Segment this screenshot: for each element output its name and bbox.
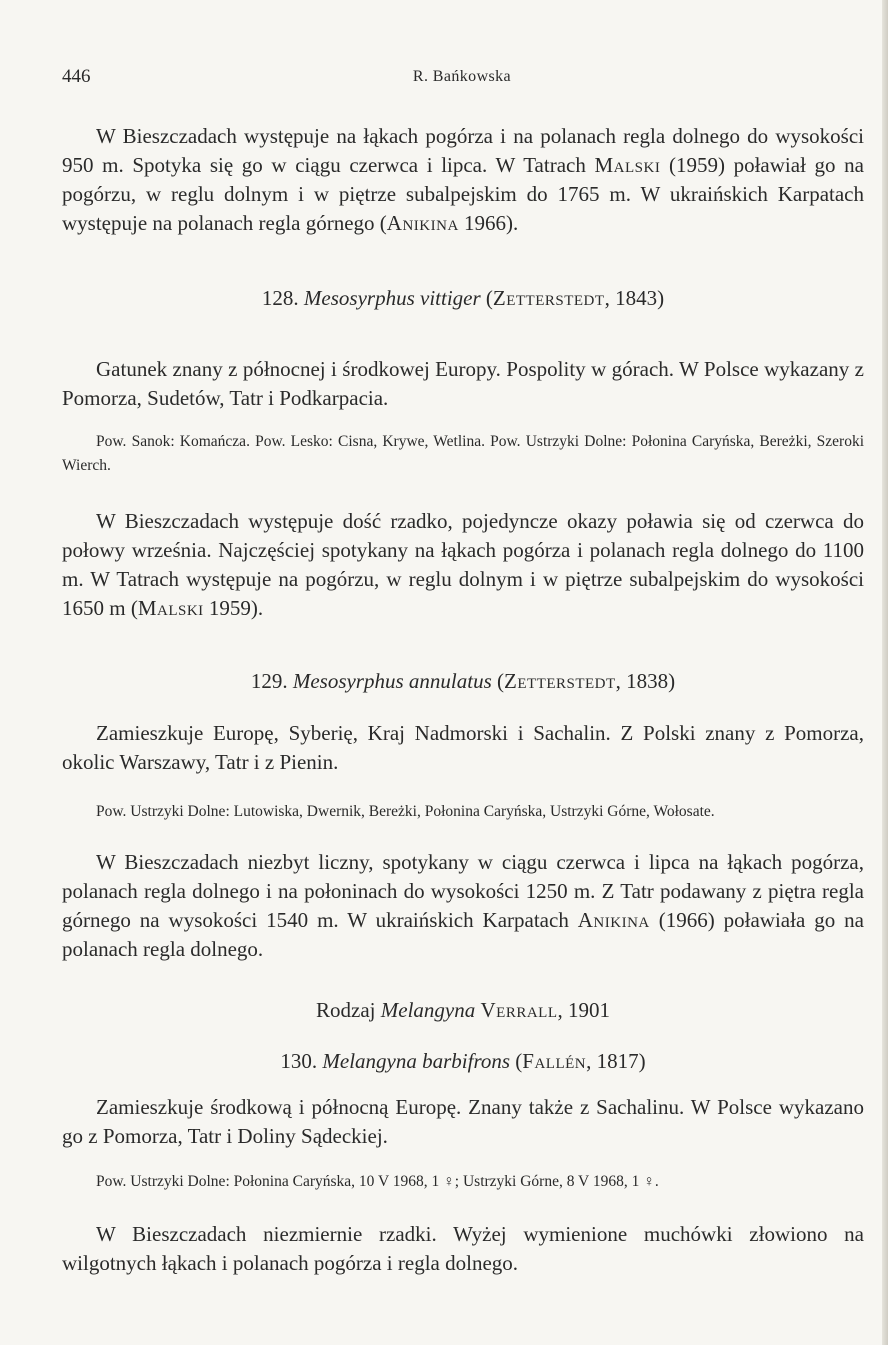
species-year: , 1838)	[615, 669, 676, 693]
species-number: 130.	[280, 1049, 318, 1073]
locality-129	[62, 800, 864, 824]
paragraph-3	[62, 507, 864, 623]
species-name: vittiger	[420, 286, 481, 310]
genus-name: Melangyna	[380, 998, 476, 1022]
species-number: 129.	[250, 669, 288, 693]
species-heading-128	[62, 284, 864, 313]
paragraph-5-text	[62, 848, 864, 964]
genus-author: Verrall	[480, 998, 558, 1022]
paragraph-4	[62, 719, 864, 777]
genus-name: Mesosyrphus	[292, 669, 404, 693]
species-name: annulatus	[408, 669, 492, 693]
paragraph-7-text: W Bieszczadach niezmiernie rzadki. Wyżej wymienione muchówki złowiono na wilgotnych łąkach i polanach pogórza i regla dolnego.	[62, 1222, 864, 1275]
species-author: Zetterstedt	[492, 286, 605, 310]
page-edge-shadow	[882, 0, 888, 1345]
text-segment: W Bieszczadach występuje dość rzadko, pojedyncze okazy poławia się od czerwca do połowy września. Najczęściej spotykany na łąkach pogórza i polanach regla dolnego do 1100 m. W Tatrach występuje na pogórzu, w reglu dolnym i w piętrze subalpejskim do wysokości 1650 m (	[62, 509, 864, 620]
paragraph-6-text: Zamieszkuje środkową i północną Europę. Znany także z Sachalinu. W Polsce wykazano go z Pomorza, Tatr i Doliny Sądeckiej.	[62, 1095, 864, 1148]
species-author: Fallén	[522, 1049, 587, 1073]
genus-name: Mesosyrphus	[303, 286, 415, 310]
paren-open: (	[485, 286, 493, 310]
locality-128-text: Pow. Sanok: Komańcza. Pow. Lesko: Cisna, Krywe, Wetlina. Pow. Ustrzyki Dolne: Połonina Caryńska, Bereżki, Szeroki Wierch.	[62, 433, 864, 474]
genus-name: Melangyna	[322, 1049, 417, 1073]
locality-129-text: Pow. Ustrzyki Dolne: Lutowiska, Dwernik, Bereżki, Połonina Caryńska, Ustrzyki Górne, Wołosate.	[96, 803, 715, 820]
text-segment: W Bieszczadach niezbyt liczny, spotykany w ciągu czerwca i lipca na łąkach pogórza, polanach regla dolnego i na połoninach do wysokości 1250 m. Z Tatr podawany z piętra regla górnego na wysokości 1540 m. W ukraińskich Karpatach	[62, 850, 864, 932]
paragraph-2-text: Gatunek znany z północnej i środkowej Europy. Pospolity w górach. W Polsce wykazany z Pomorza, Sudetów, Tatr i Podkarpacia.	[62, 357, 864, 410]
paragraph-6	[62, 1093, 864, 1151]
species-heading-129	[62, 667, 864, 696]
author-citation: Anikina	[577, 908, 650, 932]
paragraph-1	[62, 122, 864, 238]
locality-130-text: Pow. Ustrzyki Dolne: Połonina Caryńska, 10 V 1968, 1 ♀; Ustrzyki Górne, 8 V 1968, 1 ♀.	[96, 1173, 659, 1190]
text-segment: 1966).	[458, 211, 519, 235]
species-name: barbifrons	[422, 1049, 511, 1073]
paragraph-2	[62, 355, 864, 413]
species-year: , 1843)	[604, 286, 665, 310]
paragraph-1-text	[62, 122, 864, 238]
species-number: 128.	[261, 286, 299, 310]
page-number: 446	[62, 66, 91, 87]
paragraph-3-text	[62, 507, 864, 623]
species-heading-130	[62, 1047, 864, 1076]
genus-prefix: Rodzaj	[316, 998, 376, 1022]
locality-130	[62, 1170, 864, 1194]
paragraph-7	[62, 1220, 864, 1278]
author-citation: Malski	[137, 596, 204, 620]
running-head: R. Bańkowska	[412, 68, 512, 85]
text-segment: (1966) poławiała go na polanach regla dolnego.	[62, 908, 864, 961]
paragraph-4-text: Zamieszkuje Europę, Syberię, Kraj Nadmorski i Sachalin. Z Polski znany z Pomorza, okolic Warszawy, Tatr i z Pienin.	[62, 721, 864, 774]
species-year: , 1817)	[586, 1049, 646, 1073]
locality-128	[62, 430, 864, 478]
paragraph-5	[62, 848, 864, 964]
text-segment: W Bieszczadach występuje na łąkach pogórza i na polanach regla dolnego do wysokości 950 m. Spotyka się go w ciągu czerwca i lipca. W Tatrach	[62, 124, 864, 177]
genus-heading	[62, 996, 864, 1025]
paren-open: (	[515, 1049, 523, 1073]
author-citation: Malski	[594, 153, 661, 177]
text-segment: 1959).	[203, 596, 264, 620]
author-citation: Anikina	[386, 211, 459, 235]
paren-open: (	[497, 669, 504, 693]
genus-year: , 1901	[557, 998, 610, 1022]
page-header	[62, 66, 862, 96]
text-segment: (1959) poławiał go na pogórzu, w reglu dolnym i w piętrze subalpejskim do 1765 m. W ukraińskich Karpatach występuje na polanach regla górnego (	[62, 153, 864, 235]
species-author: Zetterstedt	[504, 669, 616, 693]
